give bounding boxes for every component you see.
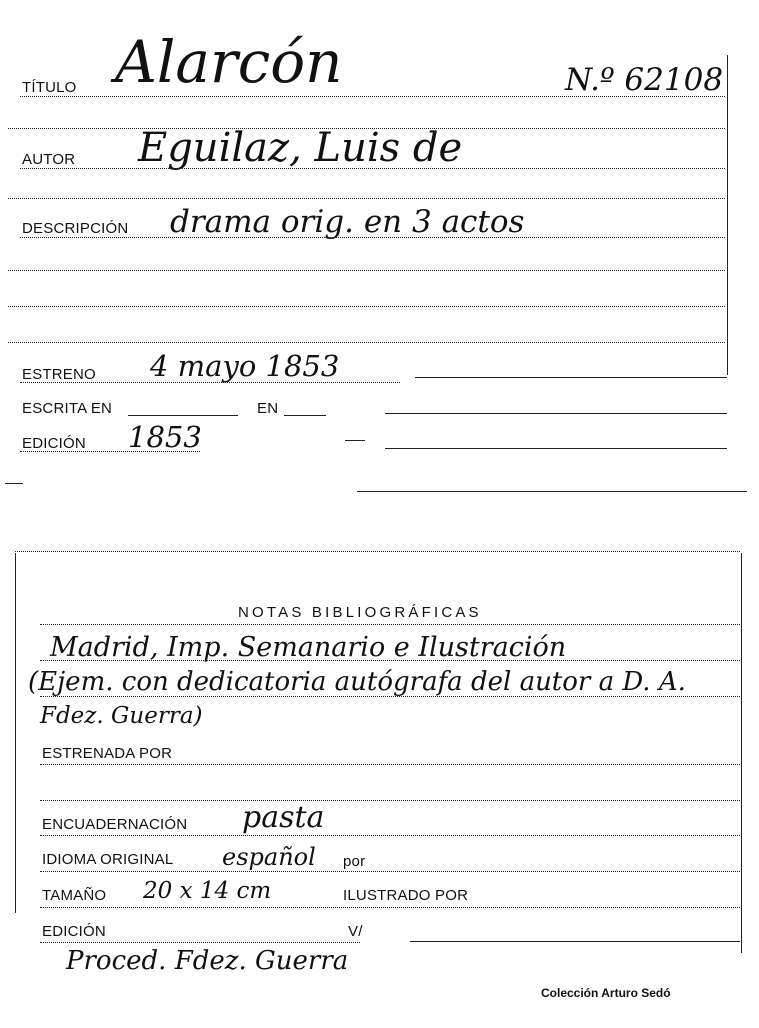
descripcion-value: drama orig. en 3 actos [170, 204, 525, 240]
notas-rule-4 [40, 800, 740, 801]
titulo-line [20, 96, 725, 97]
edicion-line [20, 451, 200, 452]
rule-2 [8, 198, 725, 199]
tamano-line [40, 907, 740, 908]
estreno-line [20, 382, 400, 383]
bottom-right-border [741, 553, 742, 953]
escrita-line-right [385, 413, 727, 414]
tamano-value: 20 x 14 cm [143, 878, 272, 904]
por-label: por [343, 853, 366, 870]
edicion2-label: EDICIÓN [42, 923, 106, 940]
notas-title: NOTAS BIBLIOGRÁFICAS [238, 604, 482, 621]
encuadernacion-value: pasta [242, 800, 325, 835]
v-label: V/ [348, 923, 363, 940]
descripcion-label: DESCRIPCIÓN [22, 220, 129, 237]
proced-value: Proced. Fdez. Guerra [66, 946, 349, 976]
titulo-value: Alarcón [115, 28, 343, 96]
edicion2-line-right [410, 941, 740, 942]
estrenada-line [40, 764, 740, 765]
top-right-border [727, 55, 728, 375]
notas-rule-2 [40, 660, 740, 661]
nota-line-3: Fdez. Guerra) [40, 703, 203, 729]
notas-rule-3 [40, 696, 740, 697]
numero-value: N.º 62108 [565, 62, 724, 98]
idioma-value: español [222, 843, 316, 871]
en-line [284, 415, 326, 416]
idioma-line [40, 871, 740, 872]
rule-4 [8, 306, 725, 307]
autor-value: Eguilaz, Luis de [138, 125, 463, 171]
nota-line-2: (Ejem. con dedicatoria autógrafa del autor a D. A. [28, 667, 686, 697]
card-edge-bottom [357, 491, 747, 492]
bottom-card-top-edge [15, 551, 740, 552]
idioma-label: IDIOMA ORIGINAL [42, 851, 174, 868]
estrenada-por-label: ESTRENADA POR [42, 745, 173, 762]
titulo-label: TÍTULO [22, 79, 77, 96]
bottom-left-border [15, 553, 16, 913]
rule-5 [8, 342, 725, 343]
en-label: EN [257, 400, 279, 417]
edicion-mark [345, 440, 365, 441]
coleccion-footer: Colección Arturo Sedó [541, 986, 671, 1000]
escrita-en-line [128, 415, 238, 416]
rule-3 [8, 270, 725, 271]
autor-label: AUTOR [22, 151, 76, 168]
edicion2-line [40, 942, 360, 943]
notas-rule-1 [40, 624, 740, 625]
encuadernacion-line [40, 835, 740, 836]
edicion-line-right [385, 448, 727, 449]
tamano-label: TAMAÑO [42, 887, 107, 904]
estreno-line-right [415, 377, 727, 378]
estreno-value: 4 mayo 1853 [150, 349, 340, 383]
estreno-label: ESTRENO [22, 366, 96, 383]
edicion-label: EDICIÓN [22, 435, 86, 452]
card-edge-left [5, 483, 23, 484]
nota-line-1: Madrid, Imp. Semanario e Ilustración [50, 632, 567, 663]
descripcion-line [20, 237, 725, 238]
ilustrado-label: ILUSTRADO POR [343, 887, 469, 904]
encuadernacion-label: ENCUADERNACIÓN [42, 816, 188, 833]
escrita-en-label: ESCRITA EN [22, 400, 113, 417]
edicion-value: 1853 [128, 420, 202, 454]
autor-line [20, 168, 725, 169]
